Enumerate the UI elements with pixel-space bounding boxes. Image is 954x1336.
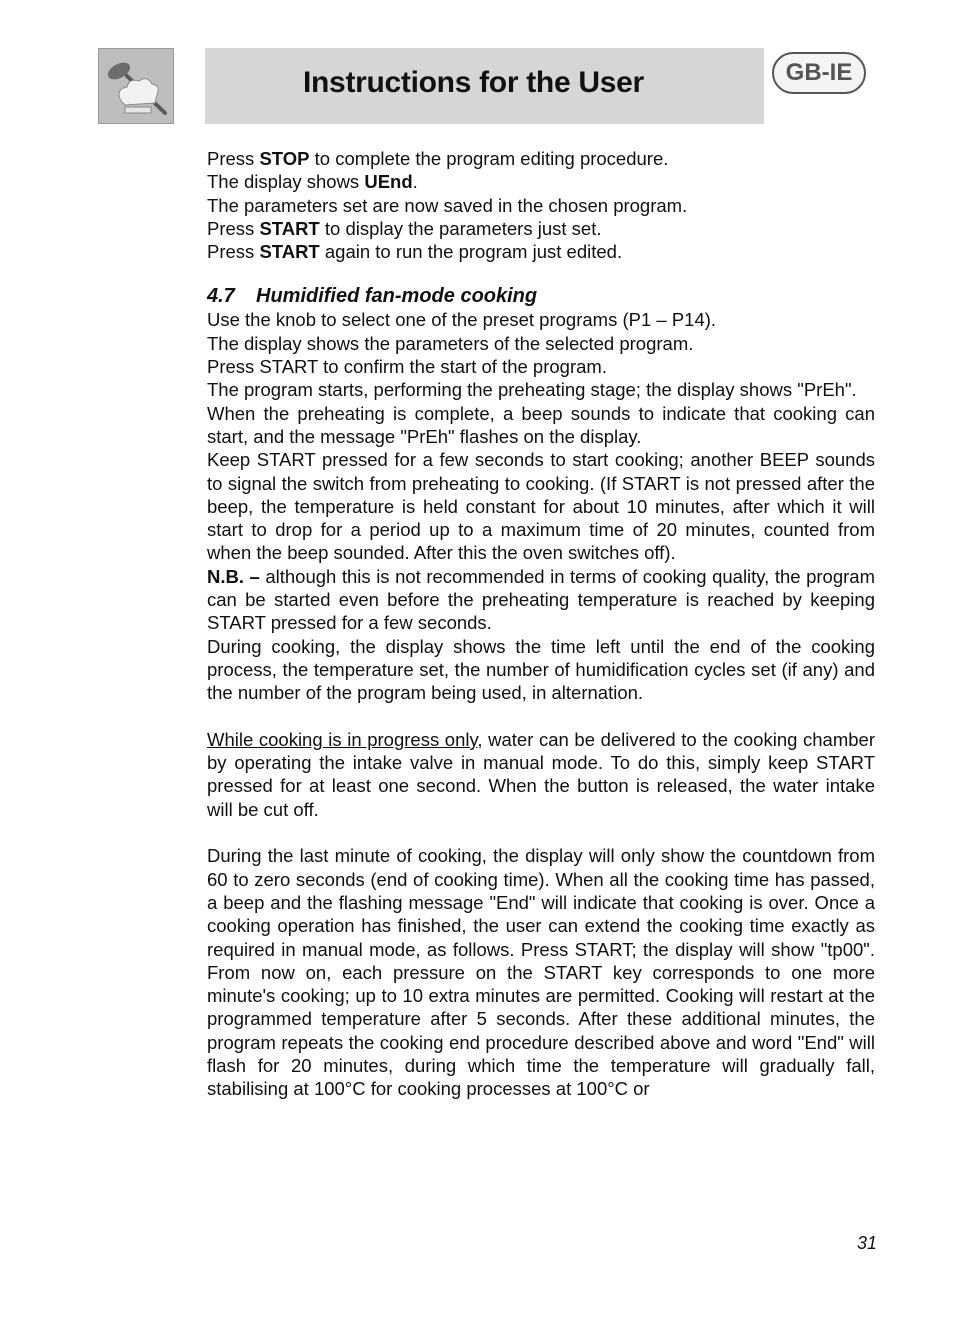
page-number: 31 — [857, 1233, 878, 1253]
paragraph-line: Press START to confirm the start of the program. — [207, 356, 607, 378]
paragraph-line: The display shows the parameters of the selected program. — [207, 332, 694, 354]
underlined-text: While cooking is in progress only — [207, 728, 478, 750]
intro-line: The parameters set are now saved in the chosen program. — [207, 194, 688, 216]
spoon-chef-hat-icon — [99, 49, 173, 123]
region-badge: GB-IE — [772, 52, 866, 94]
section-number: 4.7 — [207, 285, 235, 308]
paragraph-note: N.B. – although this is not recommended in terms of cooking quality, the program can be started even before the preheating temperature is reached by keeping START pressed for a few seconds. — [207, 565, 875, 634]
paragraph-line: Use the knob to select one of the preset programs (P1 – P14). — [207, 309, 717, 331]
paragraph-last-minute: During the last minute of cooking, the display will only show the countdown from 60 to zero seconds (end of cooking time). When all the cooking time has passed, a beep and the flashing message "End" will indicate that cooking is over. Once a cooking operation has finished, the user can extend the cooking time exactly as required in manual mode, as follows. Press START; the display will show "tp00". From now on, each pressure on the START key corresponds to one more minute's cooking; up to 10 extra minutes are permitted. Cooking will restart at the programmed temperature after 5 seconds. After these additional minutes, the program repeats the cooking end procedure described above and word "End" will flash for 20 minutes, during which time the temperature will gradually fall, stabilising at 100°C for cooking processes at 100°C or — [207, 845, 875, 1100]
note-label: N.B. – — [207, 565, 260, 587]
paragraph-preheat: The program starts, performing the preheating stage; the display shows "PrEh". — [207, 379, 857, 401]
logo — [98, 48, 174, 124]
paragraph-water: While cooking is in progress only, water can be delivered to the cooking chamber by operating the intake valve in manual mode. To do this, simply keep START pressed for at least one second. When the button is released, the water intake will be cut off. — [207, 728, 875, 820]
intro-line: Press STOP to complete the program editing procedure. — [207, 148, 669, 169]
title-banner — [205, 48, 764, 124]
intro-line: Press START to display the parameters just set. — [207, 217, 602, 239]
page-title: Instructions for the User — [303, 66, 644, 99]
intro-line: The display shows UEnd. — [207, 171, 418, 193]
paragraph-during-cooking: During cooking, the display shows the time left until the end of the cooking process, the temperature set, the number of humidification cycles set (if any) and the number of the program being used, in alternation. — [207, 635, 875, 704]
section-heading — [207, 284, 875, 308]
paragraph-beep: When the preheating is complete, a beep sounds to indicate that cooking can start, and the message "PrEh" flashes on the display. — [207, 402, 875, 447]
section-title: Humidified fan-mode cooking — [256, 285, 538, 308]
document-body — [207, 147, 875, 1101]
paragraph-keep-start: Keep START pressed for a few seconds to start cooking; another BEEP sounds to signal the switch from preheating to cooking. (If START is not pressed after the beep, the temperature is held constant for about 10 minutes, after which it will start to drop for a period up to a maximum time of 20 minutes, counted from when the beep sounded. After this the oven switches off). — [207, 449, 875, 564]
intro-line: Press START again to run the program just edited. — [207, 241, 623, 263]
